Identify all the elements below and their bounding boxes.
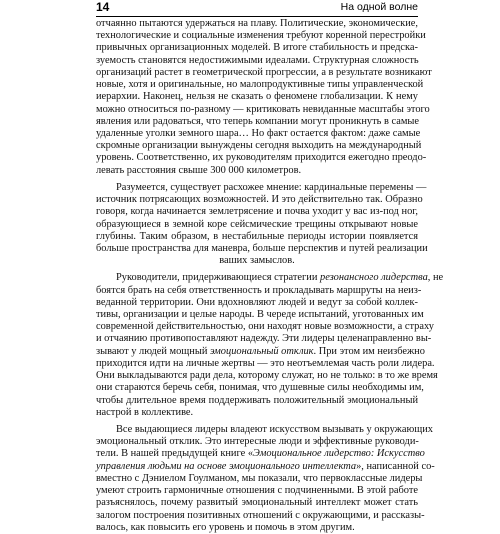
text-line: Все выдающиеся лидеры владеют искусством вызывать у окружающих — [116, 424, 433, 435]
text-line: вместно с Дэниелом Гоулманом, мы показали, что первоклассные лидеры — [96, 472, 423, 484]
text-line: источник потрясающих возможностей. И это действительно так. Образно — [96, 194, 423, 206]
text-line: можно относиться по-разному — критиковать невиданные масштабы этого — [96, 103, 430, 115]
text-line: залогом построения позитивных отношений с окружающими, и рассказы- — [96, 509, 425, 521]
text-line: веданной территории. Они вдохновляют людей и ведут за собой коллек- — [96, 296, 418, 308]
text-line: говоря, когда начинается землетрясение и почва уходит у вас из-под ног, — [96, 206, 418, 218]
paragraph-2 — [96, 181, 428, 268]
term-emotional-response: эмоциональный отклик — [209, 345, 314, 357]
running-title: На одной волне — [340, 1, 418, 13]
text-line: эмоциональный отклик. Это интересные люди и эффективные руководи- — [96, 436, 419, 448]
paragraph-4 — [96, 424, 435, 534]
text-line: явления или радоваться, что теперь компании могут проникнуть в самые — [96, 115, 419, 127]
text-line: и отчаянию противопоставляют надежду. Эти лидеры целенаправленно вы- — [96, 333, 432, 345]
term-resonant-leadership: резонансного лидерства — [320, 272, 428, 284]
text-line: скромные организации вынуждены сегодня выходить на международный — [96, 140, 422, 152]
text-line: глубины. Таким образом, в нестабильные периоды истории появляется — [96, 230, 418, 242]
text-line: уровень. Соответственно, их руководителям приходится ежегодно преодо- — [96, 152, 427, 164]
text-line: образующиеся в земной коре сейсмические трещины открывают новые — [96, 218, 418, 230]
book-title: Эмоциональное лидерство: Искусство — [253, 448, 425, 460]
text-line: организаций растет в геометрической прогрессии, а в результате возникают — [96, 66, 432, 78]
text-line: чтобы длительное время поддерживать положительный эмоциональный — [96, 394, 418, 406]
text-line: умеют строить гармоничные отношения с подчиненными. В этой работе — [96, 485, 418, 497]
text-line: Руководители, придерживающиеся стратегии резонансного лидерства, не — [116, 272, 444, 284]
text-line: ваших замыслов. — [219, 255, 295, 267]
text-line: приходится идти на личные жертвы — это неотъемлемая часть роли лидера. — [96, 357, 435, 369]
paragraph-1 — [96, 18, 432, 177]
text-line: новые, хотя и оригинальные, но малопродуктивные типы управленческой — [96, 79, 424, 91]
text-line: боятся брать на себя ответственность и прокладывать маршруты на неиз- — [96, 284, 422, 296]
page-body — [96, 18, 444, 534]
text-line: управления людьми на основе эмоционального интеллекта», написанной со- — [96, 460, 435, 472]
text-line: удаленные уголки земного шара… Но факт остается фактом: даже самые — [96, 127, 421, 139]
book-title-continued: управления людьми на основе эмоционального интеллекта — [96, 460, 357, 472]
text-line: зуемость становятся недостижимыми идеалами. Структурная сложность — [96, 54, 419, 66]
text-line: Разумеется, существует расхожее мнение: кардинальные перемены — — [116, 181, 427, 193]
text-line: валось, как повысить его уровень и помочь в этом другим. — [96, 521, 355, 533]
text-line: настрой в коллективе. — [96, 406, 194, 418]
paragraph-3 — [96, 272, 444, 419]
text-line: больше пространства для маневра, больше перспектив и путей реализации — [96, 242, 428, 254]
text-line: тивы, организации и целые народы. В череде испытаний, уготованных им — [96, 309, 424, 321]
text-line: иерархии. Наконец, нельзя не сказать о феномене глобализации. К нему — [96, 91, 418, 103]
text-line: отчаянно пытаются удержаться на плаву. Политические, экономические, — [96, 18, 418, 29]
text-line: левать расстояния свыше 300 000 километров. — [96, 164, 302, 176]
page-number: 14 — [96, 0, 110, 14]
page-header — [96, 0, 418, 17]
text-line: технологические и социальные изменения требуют коренной перестройки — [96, 30, 426, 42]
text-line: разъяснялось, почему развитый эмоциональный интеллект может стать — [96, 497, 418, 509]
text-line: зывают у людей мощный эмоциональный отклик. При этом им неизбежно — [96, 345, 425, 357]
text-line: Они выкладываются ради дела, которому служат, но не только: в то же время — [96, 370, 438, 382]
text-line: тели. В нашей предыдущей книге «Эмоциональное лидерство: Искусство — [96, 448, 425, 460]
text-line: они стараются беречь себя, понимая, что душевные силы необходимы им, — [96, 382, 424, 394]
text-line: привычных организационных моделей. В итоге стабильность и предска- — [96, 42, 418, 54]
text-line: современной действительностью, они находят новые возможности, а страху — [96, 321, 434, 333]
